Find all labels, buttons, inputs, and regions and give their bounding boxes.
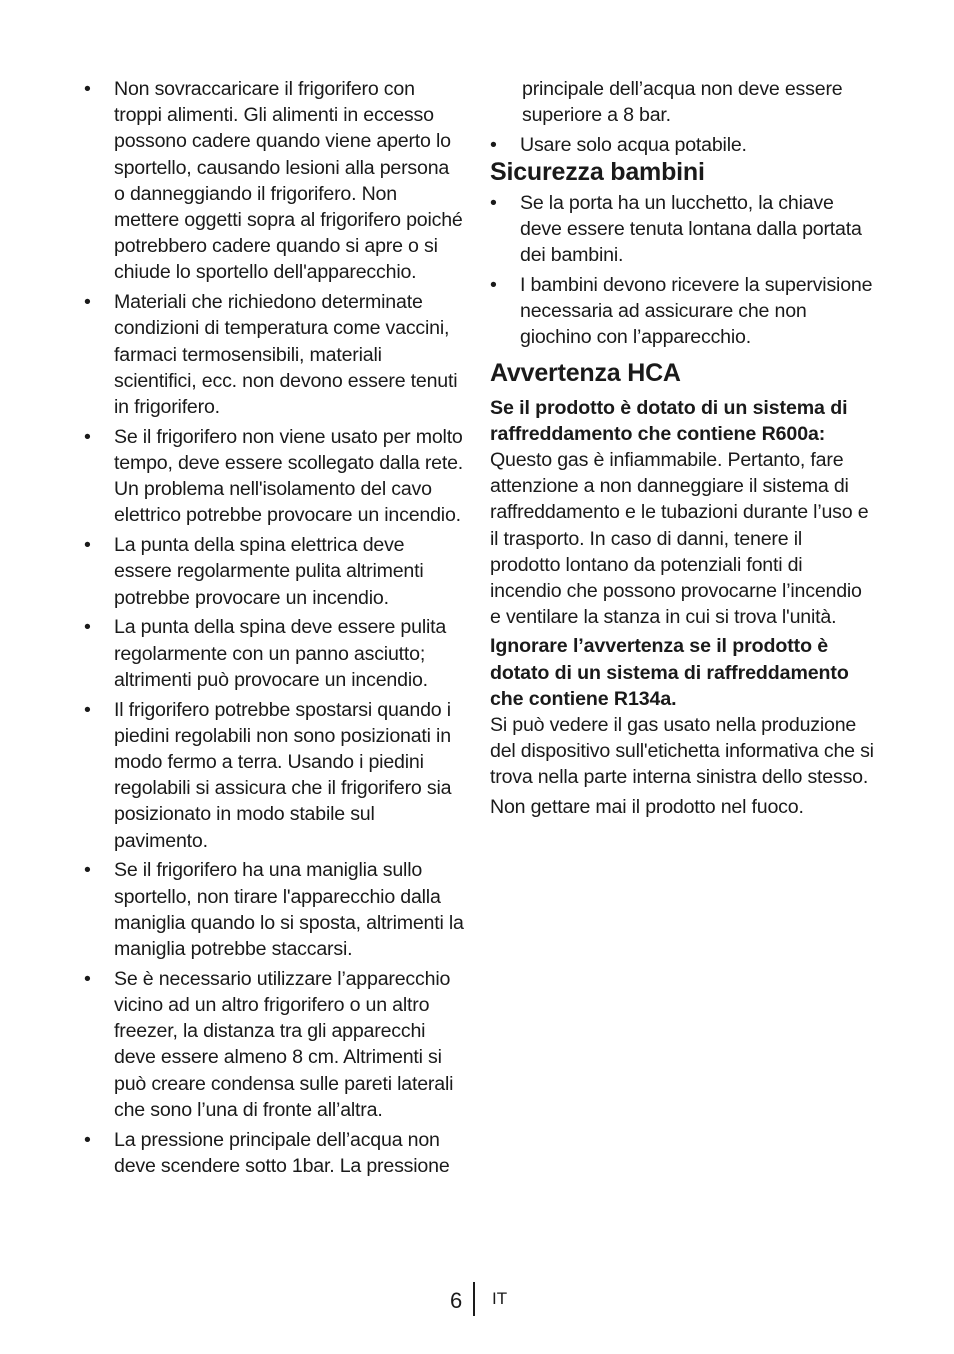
list-item xyxy=(84,289,464,420)
list-item xyxy=(490,132,875,158)
children-bullet-list xyxy=(490,190,875,351)
list-item-text: Il frigorifero potrebbe spostarsi quando i piedini regolabili non sono posizionati in modo fermo a terra. Usando i piedini regolabili si assicura che il frigorifero sia posizionato in modo stabile sul pavimento. xyxy=(114,698,452,852)
list-item xyxy=(84,1127,464,1179)
list-item xyxy=(84,532,464,611)
list-item xyxy=(84,424,464,529)
list-item-text: Usare solo acqua potabile. xyxy=(520,134,747,156)
right-column xyxy=(490,76,875,820)
bullet-icon: • xyxy=(84,291,91,314)
list-item-text: I bambini devono ricevere la supervisione necessaria ad assicurare che non giochino con l’apparecchio. xyxy=(520,274,873,349)
list-item xyxy=(84,857,464,962)
list-item-text: La pressione principale dell’acqua non deve scendere sotto 1bar. La pressione xyxy=(114,1128,450,1177)
bullet-icon: • xyxy=(84,78,91,100)
list-item xyxy=(84,614,464,693)
bullet-icon: • xyxy=(490,134,497,156)
hca-paragraph-flammable: Questo gas è infiammabile. Pertanto, fare attenzione a non danneggiare il sistema di raffreddamento e le tubazioni durante l’uso e il trasporto. In caso di danni, tenere il prodotto lontano da potenziali fonti di incendio che possono provocarne l’incendio e ventilare la stanza in cui si trova l'unità. xyxy=(490,449,869,629)
bullet-icon: • xyxy=(490,274,497,296)
language-code: IT xyxy=(492,1289,508,1308)
list-item-text: Se è necessario utilizzare l’apparecchio vicino ad un altro frigorifero o un altro freezer, la distanza tra gli apparecchi deve essere almeno 8 cm. Altrimenti si può creare condensa sulle pareti laterali che sono l’una di fronte all’altra. xyxy=(114,967,454,1121)
hca-bold-note-r134a: Ignorare l’avvertenza se il prodotto è dotato di un sistema di raffreddamento che contiene R134a. xyxy=(490,635,849,710)
bullet-icon: • xyxy=(84,859,91,882)
water-bullet-list xyxy=(490,132,875,158)
bullet-icon: • xyxy=(84,616,91,639)
bullet-icon: • xyxy=(84,967,91,990)
safety-bullet-list xyxy=(84,76,464,1179)
hca-bold-note-r600a: Se il prodotto è dotato di un sistema di raffreddamento che contiene R600a: xyxy=(490,396,848,445)
footer-divider xyxy=(473,1282,475,1316)
list-item-text: Se la porta ha un lucchetto, la chiave deve essere tenuta lontana dalla portata dei bambini. xyxy=(520,191,862,267)
continuation-text: principale dell’acqua non deve essere superiore a 8 bar. xyxy=(522,78,843,127)
list-item-text: Non sovraccaricare il frigorifero con troppi alimenti. Gli alimenti in eccesso possono cadere quando viene aperto lo sportello, causando lesioni alla persona o danneggiando il frigorifero. Non mettere oggetti sopra al frigorifero poiché potrebbero cadere quando si apre o si chiude lo sportello dell'apparecchio. xyxy=(114,78,463,284)
list-item xyxy=(490,272,875,351)
bullet-icon: • xyxy=(84,698,91,721)
hca-paragraph-label-info: Si può vedere il gas usato nella produzione del dispositivo sull'etichetta informativa che si trova nella parte interna sinistra dello stesso. xyxy=(490,714,874,789)
bullet-icon: • xyxy=(84,425,91,448)
section-heading-children-safety: Sicurezza bambini xyxy=(490,157,705,186)
list-item xyxy=(490,190,875,269)
left-column xyxy=(84,76,464,1183)
list-item xyxy=(84,697,464,854)
bullet-icon: • xyxy=(490,191,497,214)
list-item-text: La punta della spina elettrica deve essere regolarmente pulita altrimenti potrebbe provocare un incendio. xyxy=(114,534,424,609)
list-item-text: Se il frigorifero ha una maniglia sullo sportello, non tirare l'apparecchio dalla maniglia quando lo si sposta, altrimenti la maniglia potrebbe staccarsi. xyxy=(114,859,464,961)
bullet-icon: • xyxy=(84,1128,91,1151)
list-item-text: La punta della spina deve essere pulita regolarmente con un panno asciutto; altrimenti può provocare un incendio. xyxy=(114,616,447,691)
list-item xyxy=(84,966,464,1123)
bullet-icon: • xyxy=(84,534,91,557)
hca-paragraph-no-fire: Non gettare mai il prodotto nel fuoco. xyxy=(490,795,804,818)
section-heading-hca-warning: Avvertenza HCA xyxy=(490,358,681,387)
list-item-text: Materiali che richiedono determinate condizioni di temperatura come vaccini, farmaci termosensibili, materiali scientifici, ecc. non devono essere tenuti in frigorifero. xyxy=(114,291,458,419)
list-item-text: Se il frigorifero non viene usato per molto tempo, deve essere scollegato dalla rete. Un problema nell'isolamento del cavo elettrico potrebbe provocare un incendio. xyxy=(114,425,464,527)
page-number: 6 xyxy=(450,1288,463,1313)
list-item xyxy=(84,76,464,286)
